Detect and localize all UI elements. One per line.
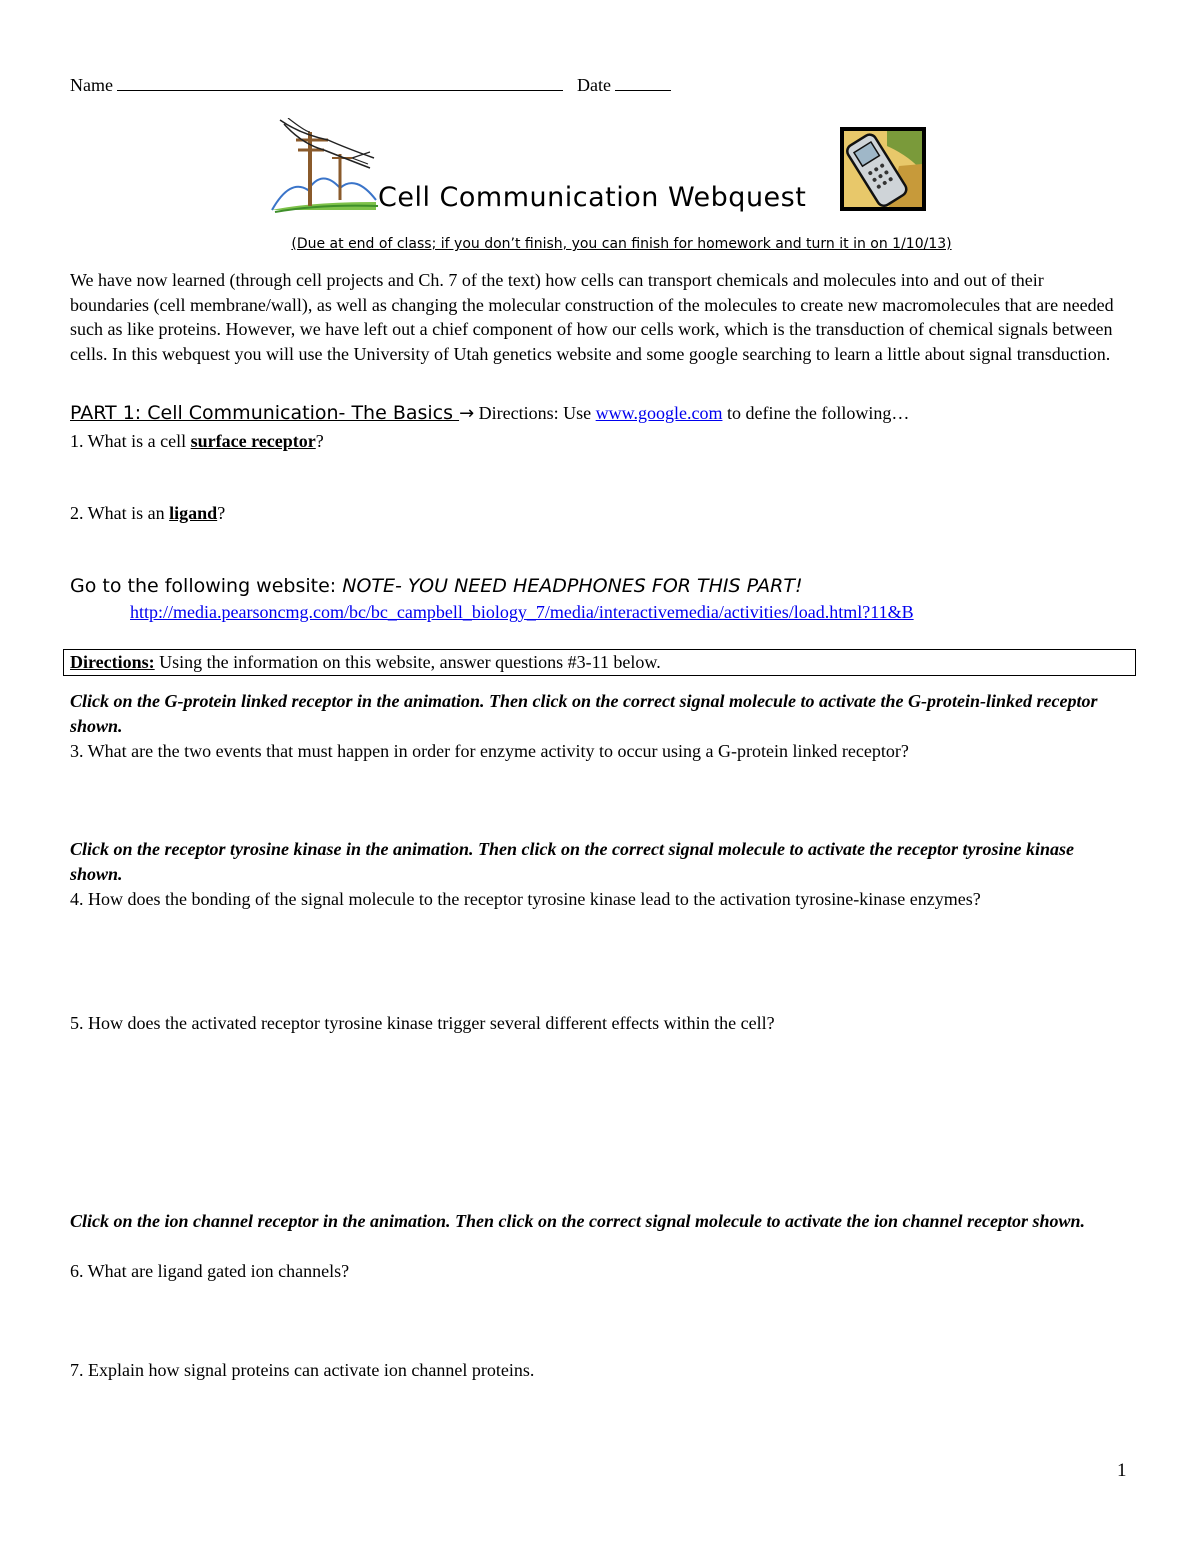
page-title: Cell Communication Webquest [378,182,807,213]
question-6: 6. What are ligand gated ion channels? [70,1261,350,1281]
name-label: Name [70,75,113,95]
term-ligand: ligand [169,503,218,523]
google-link[interactable]: www.google.com [595,403,723,423]
directions-text: Using the information on this website, answer questions #3-11 below. [154,652,661,672]
question-2-end: ? [217,503,226,523]
activity-url-line [130,602,914,623]
part1-directions-post: to define the following… [722,403,910,423]
activity-url-link[interactable]: http://media.pearsoncmg.com/bc/bc_campbell_biology_7/media/interactivemedia/activities/load.html?11&B [130,602,914,622]
question-3: 3. What are the two events that must happen in order for enzyme activity to occur using a G-protein linked receptor? [70,741,909,761]
term-surface-receptor: surface receptor [190,431,316,451]
arrow-right-icon: → [459,403,475,424]
headphones-note: NOTE- YOU NEED HEADPHONES FOR THIS PART! [342,575,803,597]
question-1-end: ? [315,431,324,451]
name-date-line [70,72,671,96]
goto-text: Go to the following website: [70,575,343,597]
question-1-text: 1. What is a cell [70,431,191,451]
power-lines-clipart-icon [270,118,380,214]
part1-directions-pre: Directions: Use [474,403,596,423]
cell-phone-clipart-icon [839,126,927,212]
question-5: 5. How does the activated receptor tyrosine kinase trigger several different effects within the cell? [70,1013,775,1033]
due-note: (Due at end of class; if you don’t finish, you can finish for homework and turn it in on 1/10/13) [291,236,952,252]
part1-title: PART 1: Cell Communication- The Basics [70,402,460,424]
date-label: Date [576,75,611,95]
directions-box [63,649,1136,676]
name-blank[interactable] [117,72,563,91]
intro-paragraph: We have now learned (through cell projects and Ch. 7 of the text) how cells can transport chemicals and molecules into and out of their boundaries (cell membrane/wall), as well as changing the molecular construction of the molecules to create new macromolecules that are needed such as like proteins. However, we have left out a chief component of how our cells work, which is the transduction of chemical signals between cells. In this webquest you will use the University of Utah genetics website and some google searching to learn a little about signal transduction. [70,270,1114,365]
goto-website-line [70,575,803,597]
question-1 [70,429,324,454]
directions-label: Directions: [70,652,155,672]
page-number: 1 [1117,1460,1127,1481]
date-blank[interactable] [615,72,671,91]
question-2-text: 2. What is an [70,503,170,523]
question-4: 4. How does the bonding of the signal molecule to the receptor tyrosine kinase lead to the activation tyrosine-kinase enzymes? [70,889,981,909]
question-7: 7. Explain how signal proteins can activate ion channel proteins. [70,1360,535,1380]
instruction-ion-channel: Click on the ion channel receptor in the animation. Then click on the correct signal molecule to activate the ion channel receptor shown. [70,1211,1086,1231]
instruction-tyrosine-kinase: Click on the receptor tyrosine kinase in the animation. Then click on the correct signal molecule to activate the receptor tyrosine kinase shown. [70,839,1074,884]
instruction-g-protein: Click on the G-protein linked receptor in the animation. Then click on the correct signal molecule to activate the G-protein-linked receptor shown. [70,691,1098,736]
question-2 [70,501,225,526]
part1-heading [70,402,909,424]
